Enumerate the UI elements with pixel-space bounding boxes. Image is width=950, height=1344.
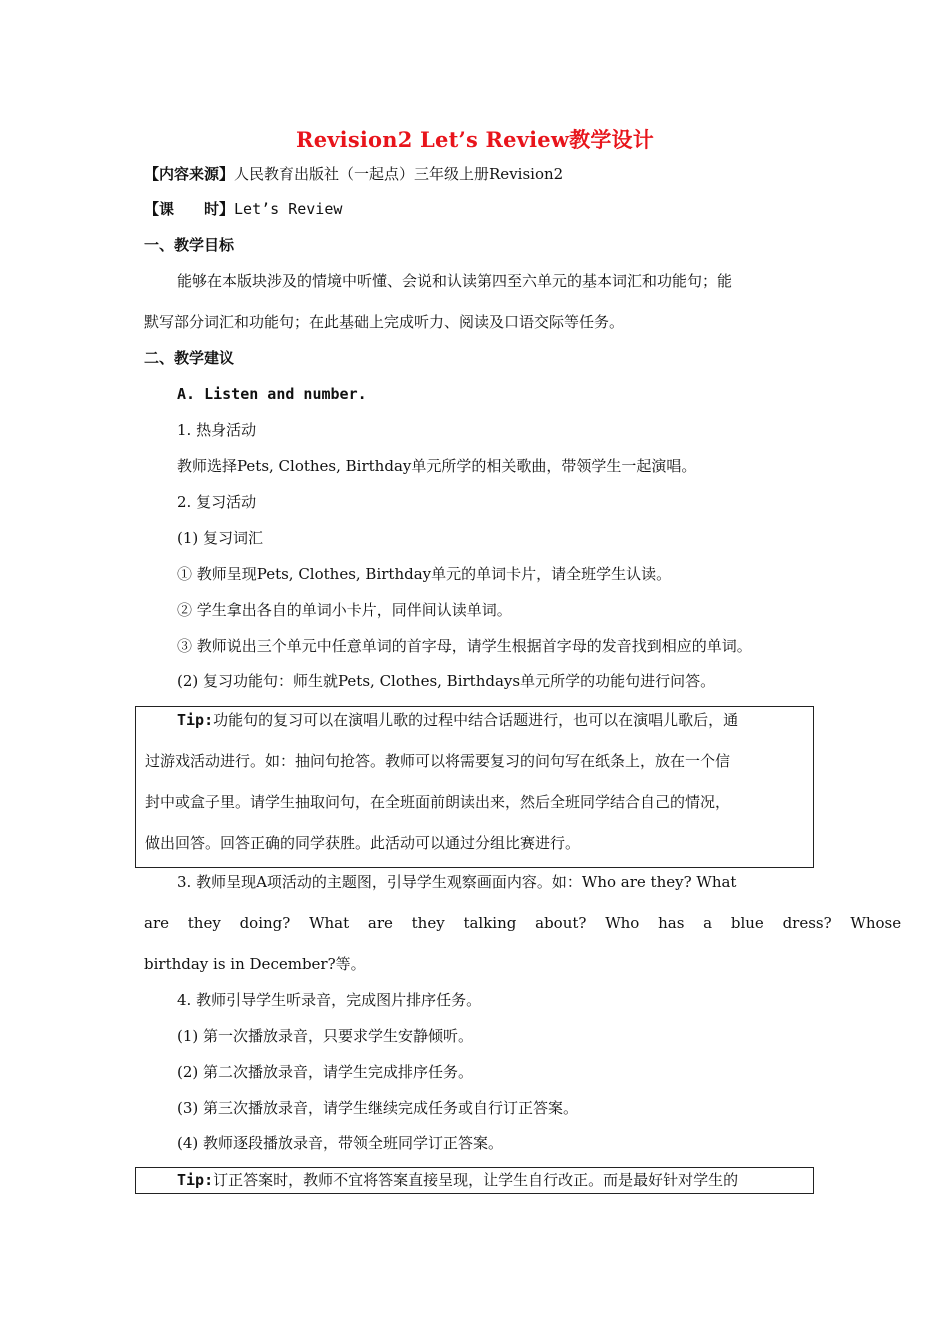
step1-title: 1. 热身活动 — [177, 421, 257, 439]
section1-paragraph-line2: 默写部分词汇和功能句；在此基础上完成听力、阅读及口语交际等任务。 — [144, 313, 625, 331]
tip2-label: Tip: — [177, 1171, 214, 1189]
step2-sub2: (2) 复习功能句：师生就Pets, Clothes, Birthdays单元所学的功能句进行问答。 — [177, 672, 716, 690]
step4-item3: (3) 第三次播放录音，请学生继续完成任务或自行订正答案。 — [177, 1099, 579, 1117]
source-text: 人民教育出版社（一起点）三年级上册Revision2 — [234, 165, 564, 183]
step4-item4: (4) 教师逐段播放录音，带领全班同学订正答案。 — [177, 1134, 504, 1152]
step3-line1-text: 3. 教师呈现A项活动的主题图，引导学生观察画面内容。如：Who are they? What — [177, 873, 737, 891]
step2-item2: ② 学生拿出各自的单词小卡片，同伴间认读单词。 — [177, 601, 512, 619]
section1-heading: 一、教学目标 — [144, 236, 235, 254]
step3-line2 — [144, 912, 902, 934]
step2-item3: ③ 教师说出三个单元中任意单词的首字母，请学生根据首字母的发音找到相应的单词。 — [177, 637, 752, 655]
period-label: 【课 时】 — [144, 200, 235, 218]
step2-item1: ① 教师呈现Pets, Clothes, Birthday单元的单词卡片，请全班学生认读。 — [177, 565, 672, 583]
tip-box-2 — [135, 1167, 814, 1194]
step2-title: 2. 复习活动 — [177, 493, 257, 511]
step1-text: 教师选择Pets, Clothes, Birthday单元所学的相关歌曲，带领学生一起演唱。 — [177, 457, 697, 475]
tip1-line2: 过游戏活动进行。如：抽问句抢答。教师可以将需要复习的问句写在纸条上，放在一个信 — [145, 752, 731, 770]
tip1-line4: 做出回答。回答正确的同学获胜。此活动可以通过分组比赛进行。 — [145, 834, 581, 852]
source-label: 【内容来源】 — [144, 165, 235, 183]
step4-title: 4. 教师引导学生听录音，完成图片排序任务。 — [177, 991, 482, 1009]
tip1-line1-text: 功能句的复习可以在演唱儿歌的过程中结合话题进行，也可以在演唱儿歌后，通 — [213, 711, 739, 729]
period-text: Let’s Review — [234, 200, 343, 218]
activity-a-title: A. Listen and number. — [177, 385, 367, 403]
tip2-line1 — [177, 1169, 805, 1191]
tip2-line1-text: 订正答案时，教师不宜将答案直接呈现，让学生自行改正。而是最好针对学生的 — [213, 1171, 739, 1189]
step3-line1 — [177, 871, 736, 893]
step3-line3: birthday is in December?等。 — [144, 955, 366, 973]
section2-heading: 二、教学建议 — [144, 349, 235, 367]
section1-paragraph-line1: 能够在本版块涉及的情境中听懂、会说和认读第四至六单元的基本词汇和功能句；能 — [177, 272, 733, 290]
step2-sub1: (1) 复习词汇 — [177, 529, 264, 547]
tip1-line1 — [177, 709, 805, 731]
source-line — [144, 163, 563, 185]
tip1-label: Tip: — [177, 711, 214, 729]
document-title: Revision2 Let’s Review教学设计 — [296, 127, 654, 152]
tip1-line3: 封中或盒子里。请学生抽取问句，在全班面前朗读出来，然后全班同学结合自己的情况， — [145, 793, 731, 811]
step3-line2-text: are they doing? What are they talking about? Who has a blue dress? Whose — [144, 914, 902, 932]
tip-box-1 — [135, 706, 814, 868]
step4-item1: (1) 第一次播放录音，只要求学生安静倾听。 — [177, 1027, 474, 1045]
step4-item2: (2) 第二次播放录音，请学生完成排序任务。 — [177, 1063, 474, 1081]
period-line — [144, 198, 342, 220]
